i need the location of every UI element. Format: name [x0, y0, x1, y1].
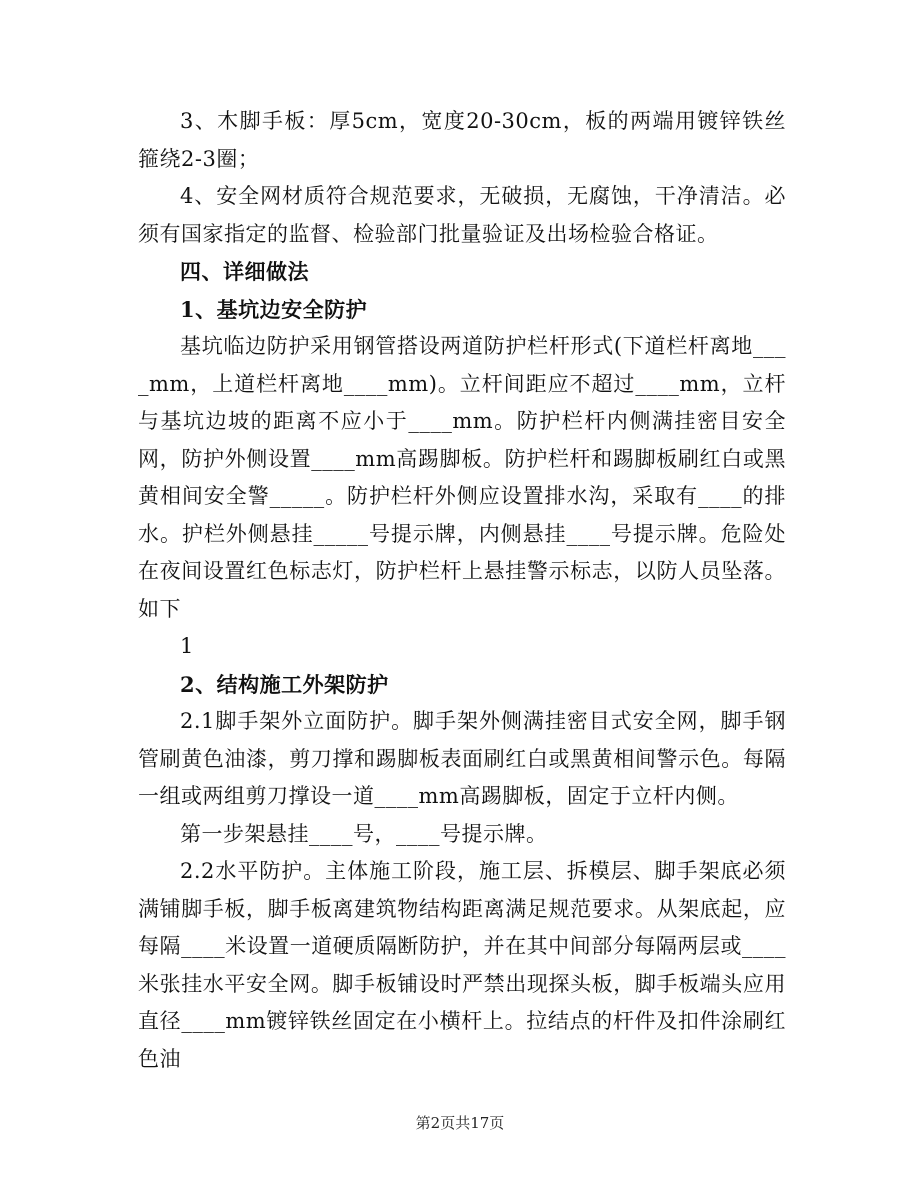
paragraph-wood-scaffold-board: 3、木脚手板：厚5cm，宽度20-30cm，板的两端用镀锌铁丝箍绕2-3圈； — [138, 109, 786, 171]
subheading-external-scaffold-protection: 2、结构施工外架防护 — [180, 671, 389, 697]
section-heading-detailed-method: 四、详细做法 — [180, 259, 309, 284]
paragraph-foundation-pit-railing: 基坑临边防护采用钢管搭设两道防护栏杆形式(下道栏杆离地____mm，上道栏杆离地____mm)。立杆间距应不超过____mm，立杆与基坑边坡的距离不应小于____mm。防护栏杆内侧满挂密目安全网，防护外侧设置____mm高踢脚板。防护栏杆和踢脚板刷红白或黑黄相间安全警_____。防护栏杆外侧应设置排水沟，采取有____的排水。护栏外侧悬挂_____号提示牌，内侧悬挂____号提示牌。危险处在夜间设置红色标志灯，防护栏杆上悬挂警示标志，以防人员坠落。如下 — [138, 334, 786, 621]
paragraph-horizontal-protection: 2.2水平防护。主体施工阶段，施工层、拆模层、脚手架底必须满铺脚手板，脚手板离建筑物结构距离满足规范要求。从架底起，应每隔____米设置一道硬质隔断防护，并在其中间部分每隔两层或____米张挂水平安全网。脚手板铺设时严禁出现探头板，脚手板端头应用直径____mm镀锌铁丝固定在小横杆上。拉结点的杆件及扣件涂刷红色油 — [138, 859, 786, 1071]
document-body — [138, 103, 786, 1078]
paragraph-first-step-sign: 第一步架悬挂____号，____号提示牌。 — [180, 821, 548, 846]
page-number-footer: 第2页共17页 — [415, 1114, 505, 1132]
paragraph-safety-net-material: 4、安全网材质符合规范要求，无破损，无腐蚀，干净清洁。必须有国家指定的监督、检验部门批量验证及出场检验合格证。 — [138, 184, 786, 246]
paragraph-scaffold-facade: 2.1脚手架外立面防护。脚手架外侧满挂密目式安全网，脚手钢管刷黄色油漆，剪刀撑和踢脚板表面刷红白或黑黄相间警示色。每隔一组或两组剪刀撑设一道____mm高踢脚板，固定于立杆内侧。 — [138, 709, 786, 808]
paragraph-figure-number: 1 — [180, 634, 194, 658]
subheading-foundation-pit-protection: 1、基坑边安全防护 — [180, 296, 368, 322]
